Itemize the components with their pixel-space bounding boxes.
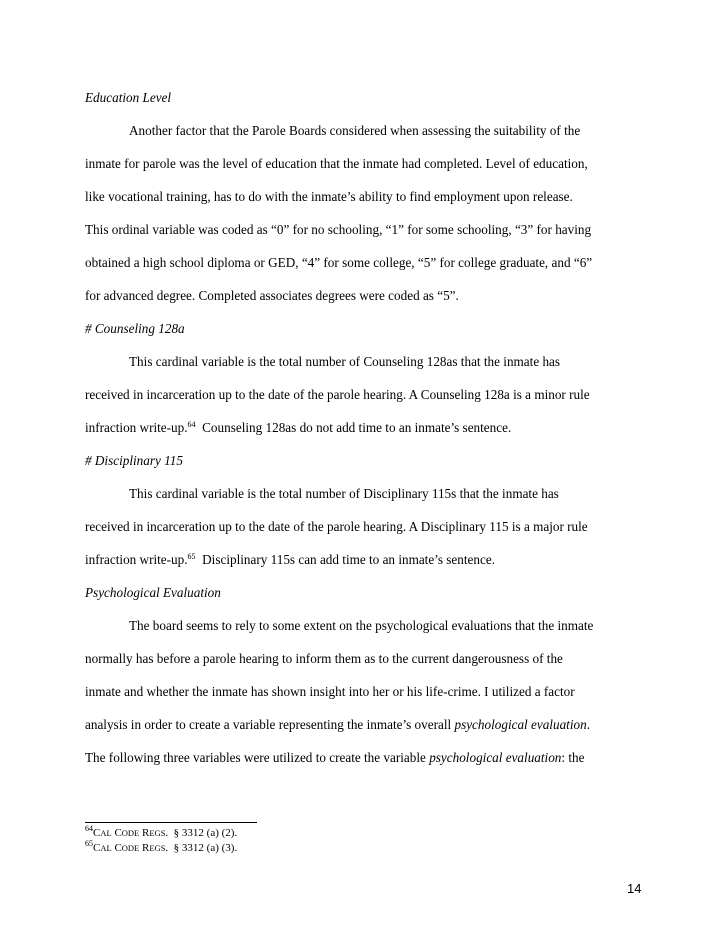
paragraph-line xyxy=(85,717,590,733)
paragraph-line: This cardinal variable is the total number of Counseling 128as that the inmate has xyxy=(129,354,561,369)
paragraph-line: normally has before a parole hearing to inform them as to the current dangerousness of the xyxy=(85,651,563,666)
text-run: . xyxy=(586,717,590,732)
text-run: Disciplinary 115s can add time to an inmate’s sentence. xyxy=(195,552,495,567)
section-heading-counseling-128a: # Counseling 128a xyxy=(85,321,185,336)
section-heading-disciplinary-115: # Disciplinary 115 xyxy=(85,453,183,468)
footnote-citation: . § 3312 (a) (3). xyxy=(165,842,238,854)
footnote-number: 65 xyxy=(85,839,93,848)
text-run: infraction write-up. xyxy=(85,552,188,567)
text-run: Counseling 128as do not add time to an inmate’s sentence. xyxy=(195,420,512,435)
paragraph-line: Another factor that the Parole Boards considered when assessing the suitability of the xyxy=(129,123,581,138)
small-caps-rest: EGS xyxy=(149,828,166,838)
text-run: infraction write-up. xyxy=(85,420,188,435)
small-caps-letter: C xyxy=(93,827,101,839)
small-caps-rest: ODE xyxy=(121,843,140,853)
section-heading-education-level: Education Level xyxy=(85,90,172,105)
paragraph-line: The board seems to rely to some extent on the psychological evaluations that the inmate xyxy=(129,618,594,633)
small-caps-rest: EGS xyxy=(149,843,166,853)
text-run: The following three variables were utilized to create the variable xyxy=(85,750,430,765)
footnote-number: 64 xyxy=(85,824,93,833)
footnote-ref-65[interactable]: 65 xyxy=(187,552,196,561)
small-caps-letter: C xyxy=(114,827,122,839)
paragraph-line: inmate for parole was the level of education that the inmate had completed. Level of education, xyxy=(85,156,588,171)
text-run: : the xyxy=(561,750,585,765)
footnote-65 xyxy=(85,839,238,854)
paragraph-line: for advanced degree. Completed associates degrees were coded as “5”. xyxy=(85,288,459,303)
footnote-separator xyxy=(85,822,257,823)
small-caps-letter: R xyxy=(142,842,150,854)
small-caps-letter: C xyxy=(93,842,101,854)
paragraph-line: like vocational training, has to do with the inmate’s ability to find employment upon release. xyxy=(85,189,573,204)
small-caps-rest: AL xyxy=(100,828,112,838)
paragraph-line xyxy=(85,750,584,766)
footnote-citation: . § 3312 (a) (2). xyxy=(165,827,238,839)
small-caps-letter: R xyxy=(142,827,150,839)
paragraph-line: inmate and whether the inmate has shown insight into her or his life-crime. I utilized a factor xyxy=(85,684,575,699)
page-number: 14 xyxy=(627,881,642,896)
paragraph-line: This ordinal variable was coded as “0” for no schooling, “1” for some schooling, “3” for having xyxy=(85,222,592,237)
emphasis-text: psychological evaluation xyxy=(429,750,562,765)
section-heading-psychological-evaluation: Psychological Evaluation xyxy=(85,585,221,600)
paragraph-line-with-footnote xyxy=(85,420,511,436)
small-caps-letter: C xyxy=(114,842,122,854)
text-run: analysis in order to create a variable representing the inmate’s overall xyxy=(85,717,455,732)
paragraph-line: received in incarceration up to the date of the parole hearing. A Disciplinary 115 is a major rule xyxy=(85,519,588,534)
footnote-ref-64[interactable]: 64 xyxy=(187,420,196,429)
paragraph-line: obtained a high school diploma or GED, “4” for some college, “5” for college graduate, and “6” xyxy=(85,255,593,270)
paragraph-line-with-footnote xyxy=(85,552,495,568)
emphasis-text: psychological evaluation xyxy=(454,717,587,732)
paragraph-line: received in incarceration up to the date of the parole hearing. A Counseling 128a is a minor rule xyxy=(85,387,590,402)
footnote-64 xyxy=(85,824,238,839)
small-caps-rest: ODE xyxy=(121,828,140,838)
paragraph-line: This cardinal variable is the total number of Disciplinary 115s that the inmate has xyxy=(129,486,559,501)
small-caps-rest: AL xyxy=(100,843,112,853)
